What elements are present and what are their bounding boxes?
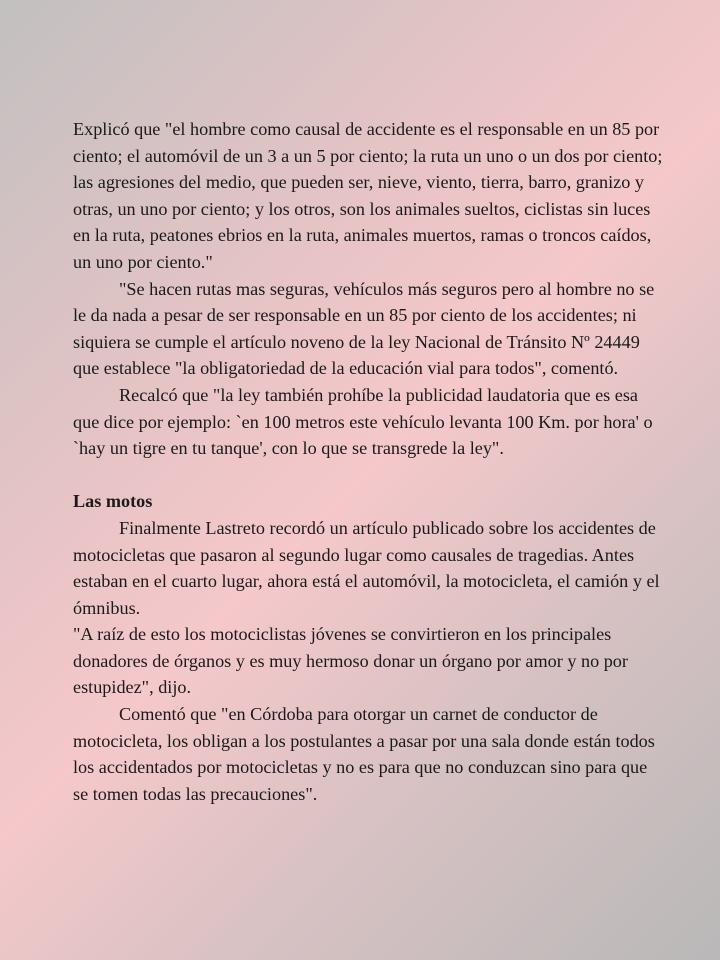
paragraph-2: "Se hacen rutas mas seguras, vehículos más seguros pero al hombre no se le da nada a pesar de ser responsable en un 85 por ciento de los accidentes; ni siquiera se cumple el artículo noveno de la ley Nacional de Tránsito Nº 24449 que establece "la obligatoriedad de la educación vial para todos", comentó. (73, 278, 655, 379)
paragraph-3: Recalcó que "la ley también prohíbe la publicidad laudatoria que es esa que dice por ejemplo: `en 100 metros este vehículo levanta 100 Km. por hora' o `hay un tigre en tu tanque', con lo que se transgrede la ley". (73, 384, 653, 459)
paragraph-4: Finalmente Lastreto recordó un artículo publicado sobre los accidentes de motocicletas que pasaron al segundo lugar como causales de tragedias. Antes estaban en el cuarto lugar, ahora está el automóvil, la motocicleta, el camión y el ómnibus. (73, 517, 660, 618)
paragraph-5: "A raíz de esto los motociclistas jóvenes se convirtieron en los principales donadores de órganos y es muy hermoso donar un órgano por amor y no por estupidez", dijo. (73, 624, 628, 698)
article-text (73, 116, 663, 807)
blank-line (73, 462, 663, 489)
paragraph-6: Comentó que "en Córdoba para otorgar un carnet de conductor de motocicleta, los obligan a los postulantes a pasar por una sala donde están todos los accidentados por motocicletas y no es para que no conduzcan sino para que se tomen todas las precauciones". (73, 704, 655, 804)
section-heading: Las motos (73, 491, 153, 512)
paragraph-1: Explicó que "el hombre como causal de accidente es el responsable en un 85 por ciento; el automóvil de un 3 a un 5 por ciento; la ruta un uno o un dos por ciento; las agresiones del medio, que pueden ser, nieve, viento, tierra, barro, granizo y otras, un uno por ciento; y los otros, son los animales sueltos, ciclistas sin luces en la ruta, peatones ebrios en la ruta, animales muertos, ramas o troncos caídos, un uno por ciento." (73, 119, 663, 272)
